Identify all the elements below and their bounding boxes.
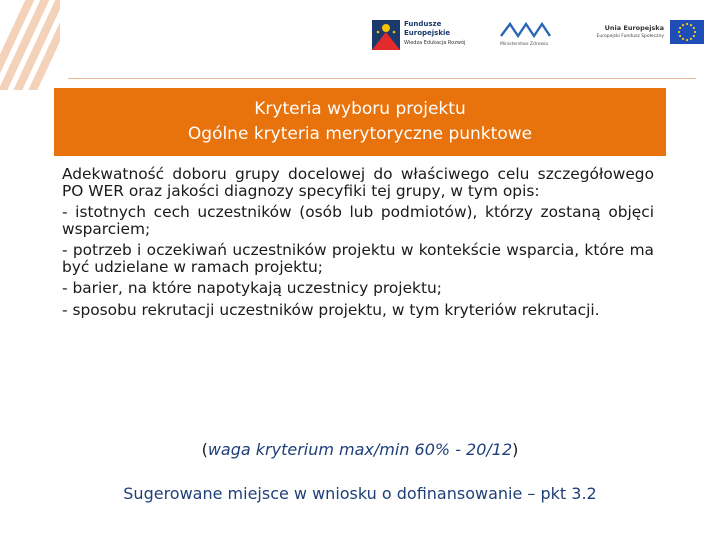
ue-line2: Europejski Fundusz Społeczny (596, 34, 664, 39)
title-line1: Kryteria wyboru projektu (254, 99, 466, 119)
intro-paragraph: Adekwatność doboru grupy docelowej do właściwego celu szczegółowego PO WER oraz jakości diagnozy specyfiki tej grupy, w tym opis: (62, 165, 654, 200)
fe-line1: Fundusze (404, 20, 442, 28)
list-item: - barier, na które napotykają uczestnicy projektu; (62, 279, 442, 297)
title-banner (54, 88, 666, 156)
weight-paren-open: ( (201, 440, 208, 459)
decorative-stripes (0, 0, 60, 90)
mz-caption: Ministerstwo Zdrowia (500, 42, 549, 47)
unia-europejska-logo (584, 18, 712, 54)
fe-line2: Europejskie (404, 29, 451, 37)
title-line2: Ogólne kryteria merytoryczne punktowe (187, 124, 533, 144)
fundusze-europejskie-logo (372, 18, 492, 54)
fe-line3: Wiedza Edukacja Rozwój (404, 40, 466, 46)
weight-text: waga kryterium max/min 60% - 20/12 (207, 440, 513, 459)
eu-flag-icon (670, 20, 704, 44)
ue-line1: Unia Europejska (604, 24, 664, 32)
list-item: - potrzeb i oczekiwań uczestników projektu w kontekście wsparcia, które ma być udzielane w ramach projektu; (62, 241, 654, 276)
criterion-weight (0, 440, 720, 459)
logo-bar (366, 14, 712, 58)
criteria-description (62, 166, 654, 323)
ministerstwo-zdrowia-logo (498, 16, 558, 56)
list-item: - istotnych cech uczestników (osób lub podmiotów), którzy zostaną objęci wsparciem; (62, 203, 654, 238)
header-divider (68, 78, 696, 79)
weight-paren-close: ) (512, 440, 519, 459)
mz-wave-icon (500, 20, 556, 40)
fe-emblem-icon (372, 20, 400, 50)
list-item: - sposobu rekrutacji uczestników projektu, w tym kryteriów rekrutacji. (62, 300, 600, 319)
suggested-section: Sugerowane miejsce w wniosku o dofinansowanie – pkt 3.2 (123, 484, 597, 503)
